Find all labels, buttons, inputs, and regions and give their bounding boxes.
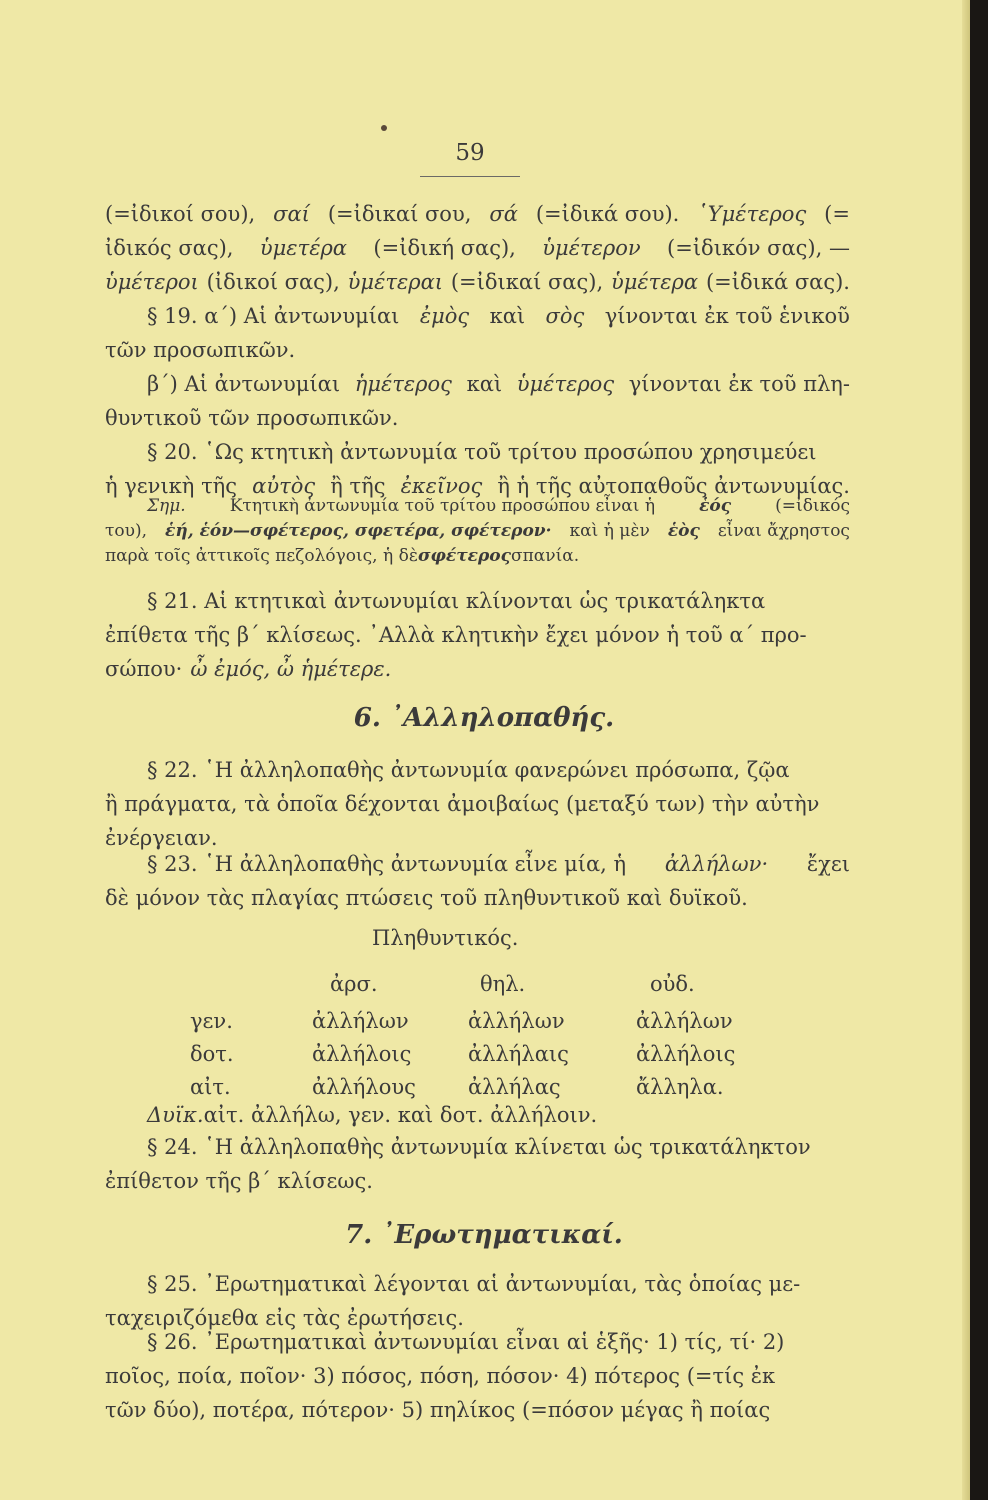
column-header: οὐδ. [650, 972, 695, 996]
text-line: σώπου· ὦ ἐμός, ὦ ἡμέτερε. [105, 657, 392, 681]
paragraph-23 [105, 847, 850, 915]
cell: ἀλλήλοις [636, 1042, 736, 1066]
paragraph-26 [105, 1325, 850, 1427]
cell: ἀλλήλων [468, 1009, 565, 1033]
case-label: δοτ. [190, 1042, 234, 1066]
text-line: ἐνέργειαν. [105, 826, 218, 850]
text-line: § 19. α΄) Αἱ ἀντωνυμίαι ἐμὸς καὶ σὸς γίνονται ἐκ τοῦ ἑνικοῦ [147, 304, 850, 328]
declension-title: Πληθυντικός. [372, 926, 519, 950]
note-line: Σημ. Κτητικὴ ἀντωνυμία τοῦ τρίτου προσώπου εἶναι ἡ ἑός (=ἰδικός [147, 496, 850, 516]
text-line: ἢ πράγματα, τὰ ὁποῖα δέχονται ἀμοιβαίως (μεταξύ των) τὴν αὐτὴν [105, 792, 820, 816]
paragraph-21 [105, 584, 850, 686]
text-line: ἐπίθετον τῆς β΄ κλίσεως. [105, 1169, 373, 1193]
dual-line [105, 1098, 850, 1132]
page-number-rule [420, 176, 520, 177]
note-line: παρὰ τοῖς ἀττικοῖς πεζολόγοις, ἡ δὲ σφέτερος σπανία. [105, 546, 580, 566]
section-heading-7: 7. ᾿Ερωτηματικαί. [345, 1220, 623, 1250]
text-line: § 22. ῾Η ἀλληλοπαθὴς ἀντωνυμία φανερώνει πρόσωπα, ζῷα [147, 758, 790, 782]
ink-spot [381, 125, 387, 131]
text-line: ἰδικός σας), ὑμετέρα (=ἰδική σας), ὑμέτερον (=ἰδικόν σας), — [105, 236, 850, 260]
case-label: αἰτ. [190, 1075, 231, 1099]
page-number: 59 [455, 140, 485, 166]
paragraph-22 [105, 753, 850, 855]
note-line: του), ἑή, ἑόν—σφέτερος, σφετέρα, σφέτερον· καὶ ἡ μὲν ἑὸς εἶναι ἄχρηστος [105, 521, 850, 541]
text-line: ὑμέτεροι (ἰδικοί σας), ὑμέτεραι (=ἰδικαί σας), ὑμέτερα (=ἰδικά σας). [105, 270, 850, 294]
text-line: § 21. Αἱ κτητικαὶ ἀντωνυμίαι κλίνονται ὡς τρικατάληκτα [147, 589, 766, 613]
text-line: (=ἰδικοί σου), σαί (=ἰδικαί σου, σά (=ἰδικά σου). ῾Υμέτερος (= [105, 202, 850, 226]
paragraph-24 [105, 1130, 850, 1198]
cell: ἀλλήλαις [468, 1042, 569, 1066]
text-line: β΄) Αἱ ἀντωνυμίαι ἡμέτερος καὶ ὑμέτερος γίνονται ἐκ τοῦ πλη- [147, 372, 850, 396]
text-line: § 23. ῾Η ἀλληλοπαθὴς ἀντωνυμία εἶνε μία, ἡ ἀλλήλων· ἔχει [147, 852, 850, 876]
text-line: ποῖος, ποία, ποῖον· 3) πόσος, πόση, πόσον· 4) πότερος (=τίς ἐκ [105, 1364, 776, 1388]
text-line: τῶν προσωπικῶν. [105, 338, 296, 362]
cell: ἄλληλα. [636, 1075, 724, 1099]
text-line: § 26. ᾿Ερωτηματικαὶ ἀντωνυμίαι εἶναι αἱ ἑξῆς· 1) τίς, τί· 2) [147, 1330, 785, 1354]
page-edge [962, 0, 970, 1500]
column-header: ἀρσ. [330, 972, 378, 996]
text-line: ἐπίθετα τῆς β΄ κλίσεως. ᾿Αλλὰ κλητικὴν ἔχει μόνον ἡ τοῦ α΄ προ- [105, 623, 807, 647]
column-header: θηλ. [480, 972, 526, 996]
text-line: ταχειριζόμεθα εἰς τὰς ἐρωτήσεις. [105, 1306, 464, 1330]
text-line: Δυϊκ. αἰτ. ἀλλήλω, γεν. καὶ δοτ. ἀλλήλοιν. [147, 1103, 598, 1127]
cell: ἀλλήλων [636, 1009, 733, 1033]
text-line: δὲ μόνον τὰς πλαγίας πτώσεις τοῦ πληθυντικοῦ καὶ δυϊκοῦ. [105, 886, 748, 910]
text-line: § 20. ῾Ως κτητικὴ ἀντωνυμία τοῦ τρίτου προσώπου χρησιμεύει [147, 440, 817, 464]
text-line: § 25. ᾿Ερωτηματικαὶ λέγονται αἱ ἀντωνυμίαι, τὰς ὁποίας με- [147, 1272, 801, 1296]
text-block-top [105, 197, 850, 503]
text-line: θυντικοῦ τῶν προσωπικῶν. [105, 406, 399, 430]
cell: ἀλλήλας [468, 1075, 561, 1099]
note-block [105, 494, 850, 569]
cell: ἀλλήλοις [312, 1042, 412, 1066]
cell: ἀλλήλους [312, 1075, 416, 1099]
text-line: § 24. ῾Η ἀλληλοπαθὴς ἀντωνυμία κλίνεται ὡς τρικατάληκτον [147, 1135, 811, 1159]
cell: ἀλλήλων [312, 1009, 409, 1033]
text-line: ἡ γενικὴ τῆς αὐτὸς ἢ τῆς ἐκεῖνος ἢ ἡ τῆς αὐτοπαθοῦς ἀντωνυμίας. [105, 474, 850, 498]
text-line: τῶν δύο), ποτέρα, πότερον· 5) πηλίκος (=πόσον μέγας ἢ ποίας [105, 1398, 771, 1422]
case-label: γεν. [190, 1009, 233, 1033]
section-heading-6: 6. ᾿Αλληλοπαθής. [353, 703, 615, 733]
